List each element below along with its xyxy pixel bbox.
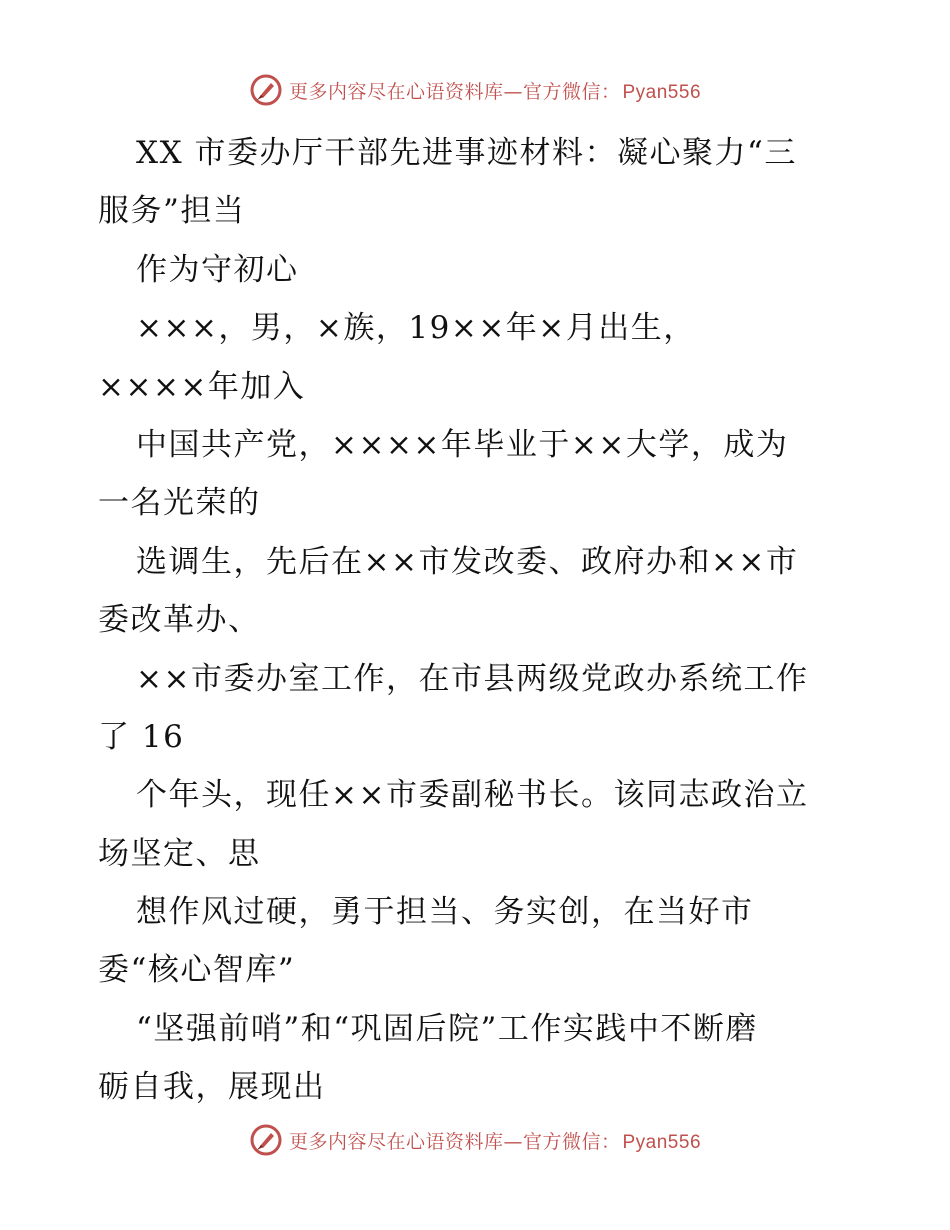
document-body xyxy=(98,124,858,1117)
watermark-text xyxy=(289,77,701,104)
text-line: 委“核心智库” xyxy=(98,952,296,989)
header-watermark xyxy=(0,70,950,110)
watermark-label: 更多内容尽在心语资料库—官方微信： xyxy=(288,1130,621,1153)
text-line: 砺自我，展现出 xyxy=(98,1069,326,1106)
text-line: 了 16 xyxy=(98,718,185,755)
text-line: 想作风过硬，勇于担当、务实创，在当好市 xyxy=(136,894,754,931)
wechat-id: Pyan556 xyxy=(622,81,702,103)
footer-watermark xyxy=(0,1120,950,1160)
text-line: 一名光荣的 xyxy=(98,485,261,522)
text-line: 中国共产党，××××年毕业于××大学，成为 xyxy=(136,426,789,463)
wechat-id: Pyan556 xyxy=(622,1131,702,1153)
text-line: ×××，男，×族，19××年×月出生， xyxy=(136,310,696,347)
text-line: XX 市委办厅干部先进事迹材料：凝心聚力“三 xyxy=(136,135,797,171)
text-line: 作为守初心 xyxy=(136,251,299,288)
watermark-text xyxy=(289,1127,701,1154)
text-line: ××市委办室工作，在市县两级党政办系统工作 xyxy=(136,660,809,697)
brand-logo-icon xyxy=(249,73,283,107)
watermark-label: 更多内容尽在心语资料库—官方微信： xyxy=(288,80,621,103)
text-line: 个年头，现任××市委副秘书长。该同志政治立 xyxy=(136,777,809,814)
brand-logo-icon xyxy=(249,1123,283,1157)
text-line: 委改革办、 xyxy=(98,602,261,639)
text-line: 场坚定、思 xyxy=(98,835,261,872)
text-line: ××××年加入 xyxy=(98,368,306,405)
text-line: “坚强前哨”和“巩固后院”工作实践中不断磨 xyxy=(136,1010,758,1047)
text-line: 服务”担当 xyxy=(98,193,246,230)
text-line: 选调生，先后在××市发改委、政府办和××市 xyxy=(136,543,799,580)
